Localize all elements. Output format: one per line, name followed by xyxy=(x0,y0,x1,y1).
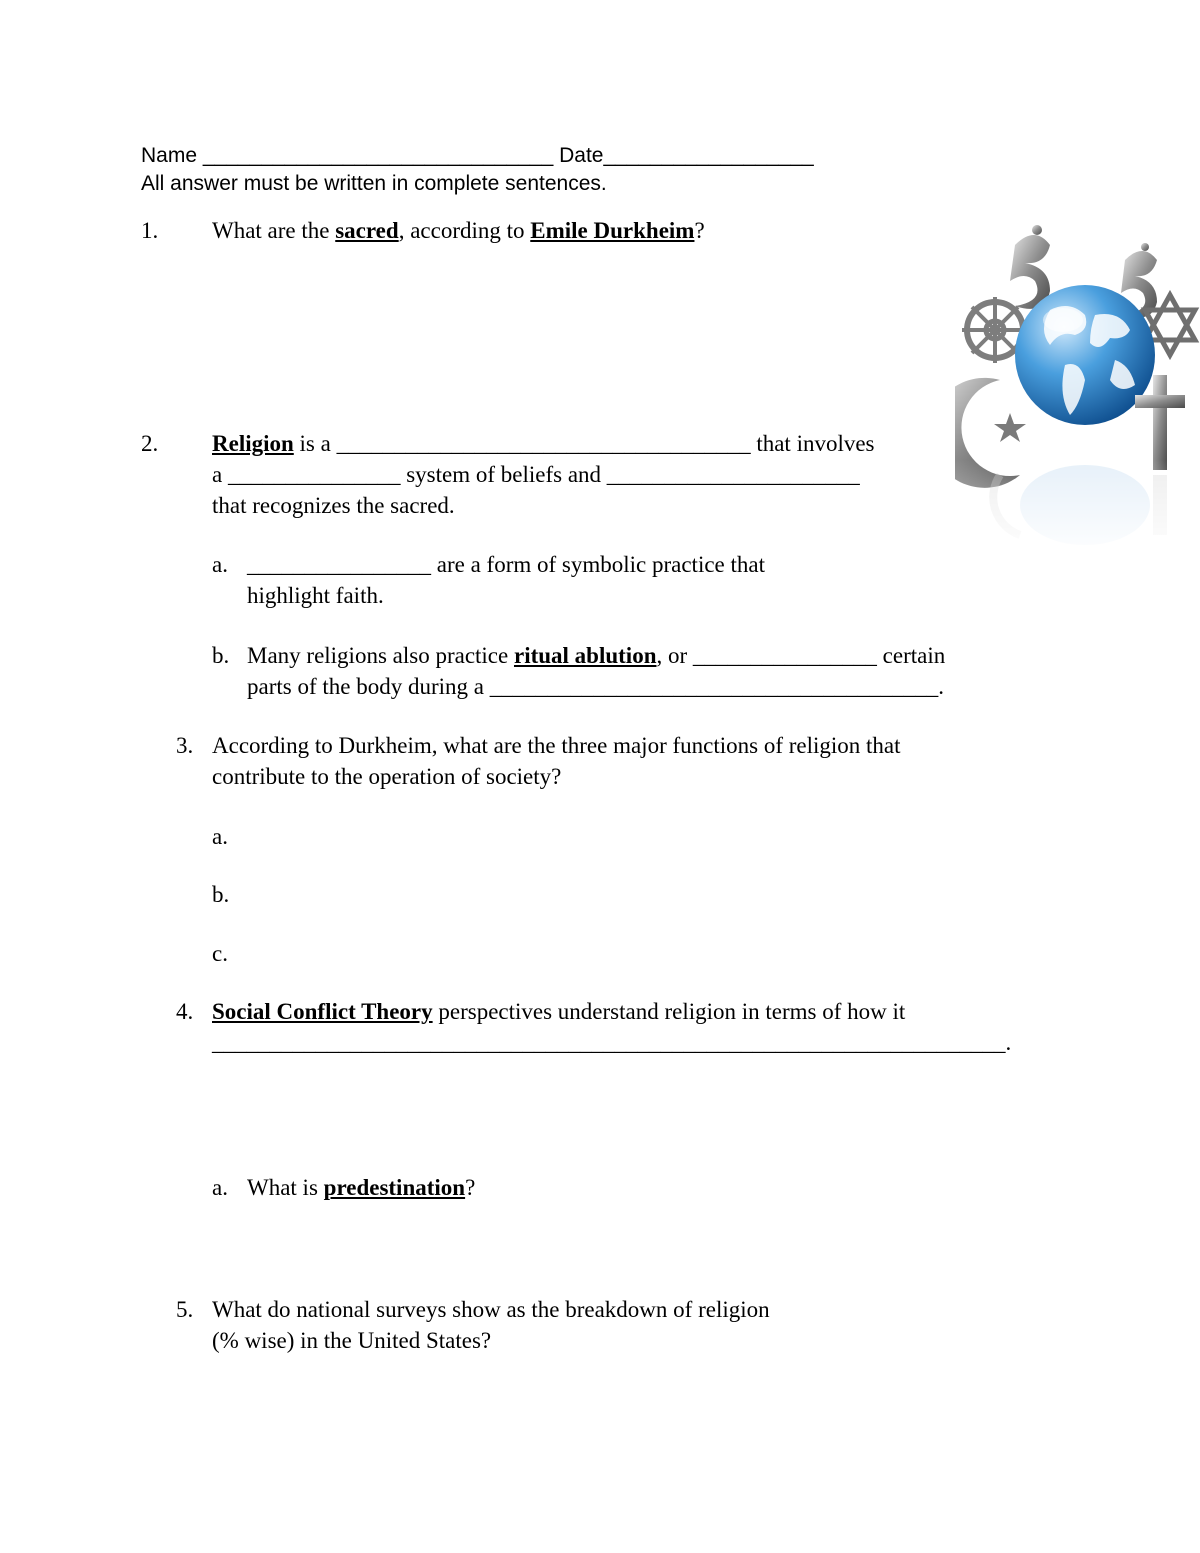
q2-term-religion: Religion xyxy=(212,431,294,456)
q1-text-b: , according to xyxy=(398,218,531,243)
q2-line1-text: is a ____________________________________ that involves xyxy=(293,431,875,456)
q2b-term-ablution: ritual ablution xyxy=(513,643,657,668)
q2a-letter: a. xyxy=(212,552,228,577)
q1-text xyxy=(212,217,705,245)
date-blank: __________________ xyxy=(603,144,814,167)
q5-number: 5. xyxy=(176,1297,194,1322)
q4-blank-line: _____________________________________________________________________. xyxy=(212,1030,1012,1055)
q2-number: 2. xyxy=(141,431,159,456)
q3c-letter: c. xyxy=(212,941,228,966)
q3-line1: According to Durkheim, what are the three major functions of religion that xyxy=(212,733,901,758)
q1-text-c: ? xyxy=(694,218,705,243)
q3b-letter: b. xyxy=(212,882,230,907)
q2-line2: a _______________ system of beliefs and ______________________ xyxy=(212,462,860,487)
q4-term-conflict-theory: Social Conflict Theory xyxy=(212,999,433,1024)
q1-text-a: What are the xyxy=(212,218,336,243)
q2b-line2: parts of the body during a _______________________________________. xyxy=(247,674,944,699)
q4-text: perspectives understand religion in terms of how it xyxy=(432,999,906,1024)
name-blank: ______________________________ xyxy=(202,144,554,167)
q3-number: 3. xyxy=(176,733,194,758)
q4a-text-a: What is xyxy=(247,1175,324,1200)
q2-line3: that recognizes the sacred. xyxy=(212,493,455,518)
instruction-text: All answer must be written in complete sentences. xyxy=(141,172,607,195)
q4a-text xyxy=(247,1174,475,1202)
q1-term-sacred: sacred xyxy=(335,218,399,243)
q1-number: 1. xyxy=(141,218,159,243)
religion-symbols-graphic xyxy=(955,205,1200,560)
q3a-letter: a. xyxy=(212,824,228,849)
q2b-line1 xyxy=(247,642,945,670)
q2b-letter: b. xyxy=(212,643,230,668)
q4a-text-b: ? xyxy=(465,1175,476,1200)
name-label: Name xyxy=(141,144,198,167)
q4a-term-predestination: predestination xyxy=(323,1175,466,1200)
om-symbol-icon xyxy=(1010,225,1050,309)
q4-number: 4. xyxy=(176,999,194,1024)
q2b-text-a: Many religions also practice xyxy=(247,643,514,668)
q5-line1: What do national surveys show as the breakdown of religion xyxy=(212,1297,770,1322)
q2a-line1: ________________ are a form of symbolic practice that xyxy=(247,552,765,577)
q2-line1 xyxy=(212,430,875,458)
q2b-text-b: , or ________________ certain xyxy=(656,643,946,668)
date-label: Date xyxy=(559,144,604,167)
q4-line1 xyxy=(212,998,905,1026)
q5-line2: (% wise) in the United States? xyxy=(212,1328,492,1353)
q1-term-durkheim: Emile Durkheim xyxy=(530,218,695,243)
world-globe-icon xyxy=(1015,285,1155,425)
q3-line2: contribute to the operation of society? xyxy=(212,764,562,789)
q2a-line2: highlight faith. xyxy=(247,583,384,608)
q4a-letter: a. xyxy=(212,1175,228,1200)
name-date-line xyxy=(141,143,814,169)
